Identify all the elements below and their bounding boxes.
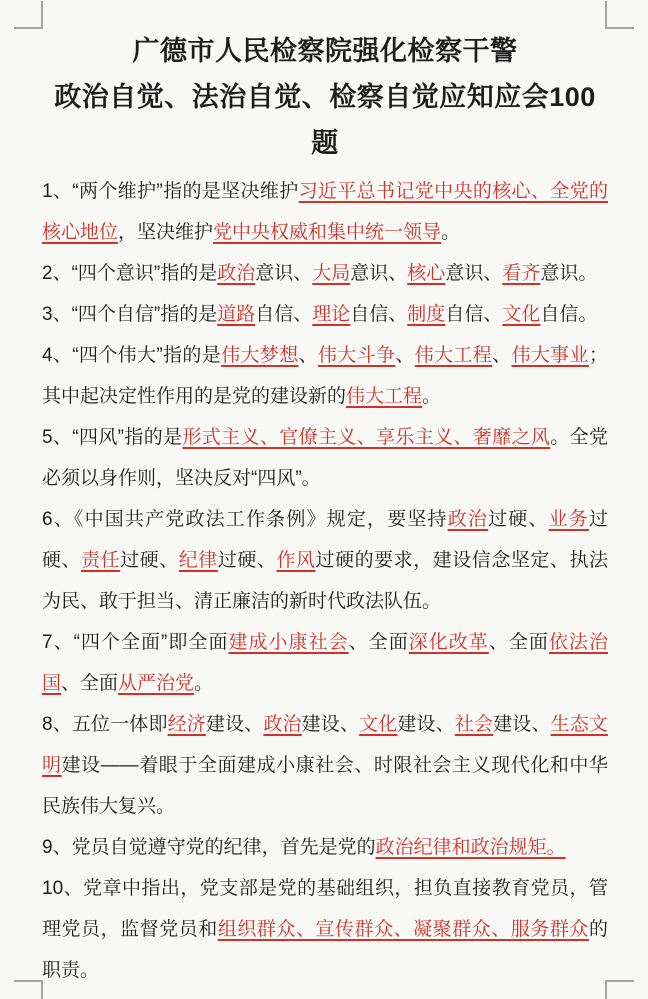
doc-title-line2: 政治自觉、法治自觉、检察自觉应知应会100题 (54, 82, 596, 158)
highlight-answer: 从严治党 (118, 673, 195, 694)
highlight-answer: 伟大斗争 (317, 345, 396, 366)
question-paragraph (42, 335, 608, 417)
crop-mark-top-left (14, 1, 43, 29)
highlight-answer: 组织群众、宣传群众、凝聚群众、服务群众 (217, 919, 589, 940)
question-text: 的职责。 (42, 919, 608, 981)
doc-title-line1: 广德市人民检察院强化检察干警 (132, 36, 518, 66)
question-text: 建设、 (493, 714, 551, 735)
highlight-answer: 政治 (447, 509, 489, 530)
question-text: 过硬的要求，建设信念坚定、执法为民、敢于担当、清正廉洁的新时代政法队伍。 (42, 550, 608, 612)
highlight-answer: 作风 (276, 550, 316, 571)
question-text: 4、“四个伟大”指的是 (42, 345, 222, 366)
question-text: 2、“四个意识”指的是 (42, 263, 218, 284)
highlight-answer: 大局 (312, 263, 351, 284)
question-text: 7、“四个全面”即全面 (42, 632, 229, 653)
question-text: ，坚决维护 (118, 222, 214, 243)
question-paragraph (42, 294, 608, 335)
question-paragraph (42, 499, 608, 622)
question-text: 意识。 (540, 263, 598, 284)
question-paragraph (42, 704, 608, 827)
highlight-answer: 习近平总书记党中央的核心、全党的核心地位 (42, 181, 608, 243)
question-text: 、 (492, 345, 512, 366)
question-text: 9、党员自觉遵守党的纪律，首先是党的 (42, 837, 376, 858)
question-text: 10、党章中指出，党支部是党的基础组织，担负直接教育党员，管理党员，监督党员和 (42, 878, 608, 940)
question-text: 建设、 (397, 714, 455, 735)
question-text: 意识、 (350, 263, 408, 284)
highlight-answer: 伟大工程 (414, 345, 493, 366)
question-paragraph (42, 253, 608, 294)
highlight-answer: 制度 (407, 304, 446, 325)
highlight-answer: 业务 (548, 509, 589, 530)
highlight-answer: 形式主义、官僚主义、享乐主义、奢靡之风 (182, 427, 551, 448)
questions-list (42, 171, 608, 991)
highlight-answer: 理论 (312, 304, 351, 325)
highlight-answer: 伟大梦想 (221, 345, 299, 366)
highlight-answer: 党中央权威和集中统一领导 (213, 222, 442, 243)
highlight-answer: 经济 (167, 714, 206, 735)
highlight-answer: 文化 (359, 714, 398, 735)
question-text: 6、《中国共产党政法工作条例》规定，要坚持 (42, 509, 448, 530)
question-text: 8、五位一体即 (42, 714, 168, 735)
question-text: ；其中起决定性作用的是党的建设新的 (42, 345, 608, 407)
highlight-answer: 伟大工程 (346, 386, 423, 407)
question-paragraph (42, 868, 608, 991)
highlight-answer: 社会 (454, 714, 494, 735)
question-text: 3、“四个自信”指的是 (42, 304, 218, 325)
crop-mark-bottom-left (14, 980, 43, 999)
question-text: 。 (194, 673, 214, 694)
crop-mark-bottom-right (605, 980, 634, 999)
highlight-answer: 依法治国 (42, 632, 608, 694)
question-paragraph (42, 417, 608, 499)
question-text: 过硬、 (42, 509, 608, 571)
highlight-answer: 纪律 (178, 550, 218, 571)
highlight-answer: 政治 (217, 263, 256, 284)
question-text: 自信、 (255, 304, 313, 325)
question-paragraph (42, 622, 608, 704)
question-text: 、 (395, 345, 415, 366)
question-text: 建设、 (301, 714, 360, 735)
question-text: 自信、 (350, 304, 408, 325)
question-paragraph (42, 171, 608, 253)
highlight-answer: 责任 (81, 550, 121, 571)
question-text: 、全面 (348, 632, 409, 653)
highlight-answer: 伟大事业 (511, 345, 589, 366)
highlight-answer: 生态文明 (42, 714, 608, 776)
highlight-answer: 道路 (217, 304, 256, 325)
question-text: 、全面 (61, 673, 119, 694)
highlight-answer: 深化改革 (408, 632, 489, 653)
question-text: 5、“四风”指的是 (42, 427, 183, 448)
highlight-answer: 政治 (263, 714, 302, 735)
question-text: 建设、 (205, 714, 264, 735)
question-text: 。全党必须以身作则，坚决反对“四风”。 (42, 427, 608, 489)
question-text: 、 (298, 345, 318, 366)
highlight-answer: 文化 (502, 304, 541, 325)
question-text: 意识、 (255, 263, 313, 284)
question-text: 过硬、 (120, 550, 179, 571)
question-text: 1、“两个维护”指的是坚决维护 (42, 181, 299, 202)
highlight-answer: 看齐 (502, 263, 541, 284)
question-paragraph (42, 827, 608, 868)
highlight-answer: 核心 (407, 263, 446, 284)
question-text: 过硬、 (488, 509, 549, 530)
question-text: 、全面 (488, 632, 549, 653)
question-text: 建设——着眼于全面建成小康社会、时限社会主义现代化和中华民族伟大复兴。 (42, 755, 608, 817)
question-text: 自信。 (540, 304, 598, 325)
highlight-answer: 政治纪律和政治规矩。 (375, 837, 566, 858)
document-content (42, 28, 608, 991)
question-text: 意识、 (445, 263, 503, 284)
crop-mark-top-right (605, 1, 634, 29)
question-text: 自信、 (445, 304, 503, 325)
question-text: 。 (441, 222, 461, 243)
question-text: 过硬、 (217, 550, 277, 571)
highlight-answer: 建成小康社会 (228, 632, 349, 653)
question-text: 。 (422, 386, 442, 407)
